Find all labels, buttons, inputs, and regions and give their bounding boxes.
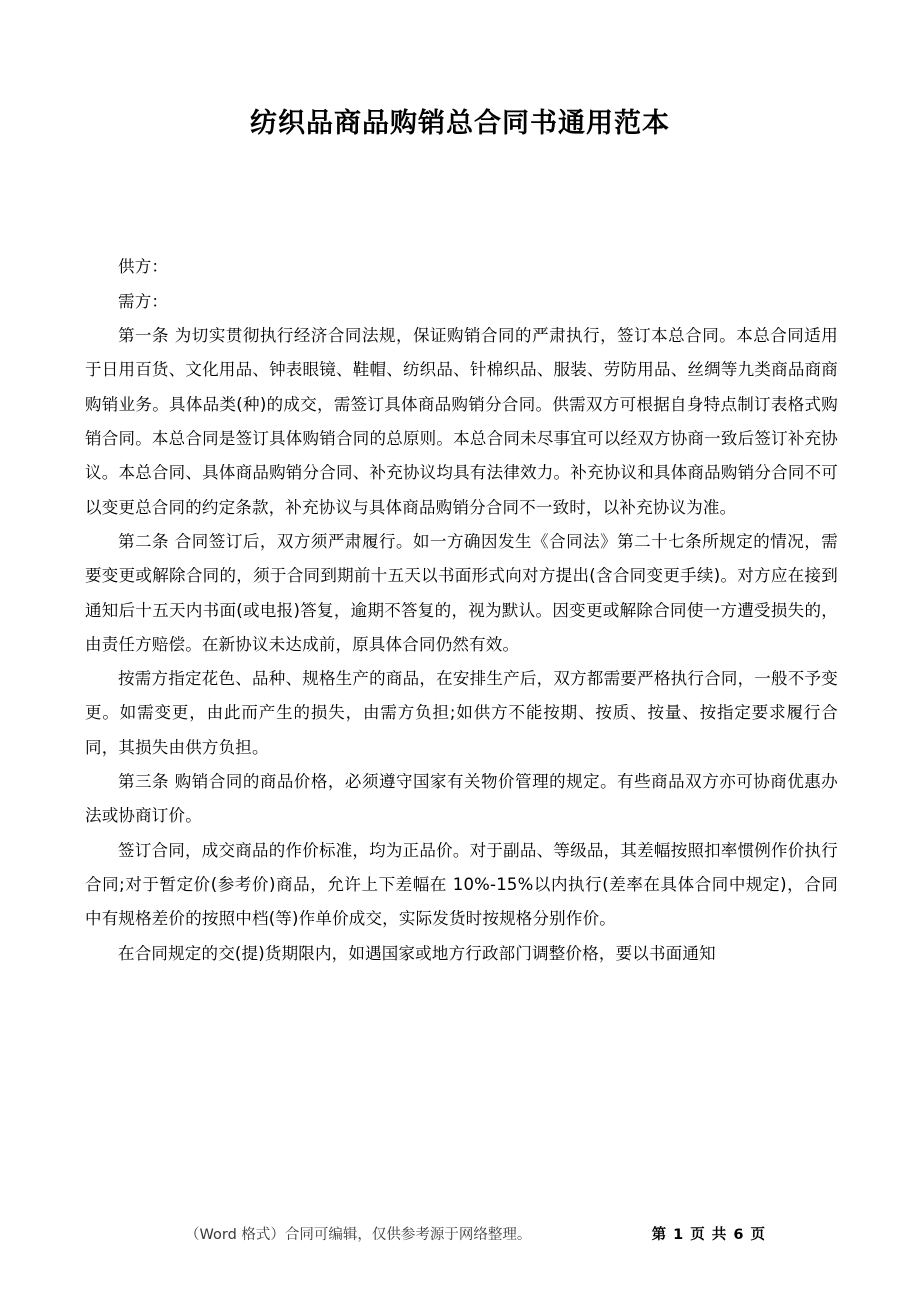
paragraph-article-3: 第三条 购销合同的商品价格，必须遵守国家有关物价管理的规定。有些商品双方亦可协商优惠办法或协商订价。 — [85, 772, 838, 826]
document-body — [0, 250, 920, 971]
paragraph-buyer: 需方： — [118, 291, 169, 311]
page-title: 纺织品商品购销总合同书通用范本 — [250, 108, 670, 139]
footer-page-number: 第 1 页 共 6 页 — [651, 1227, 766, 1243]
page-footer — [0, 1223, 920, 1244]
paragraph-article-2-continued: 按需方指定花色、品种、规格生产的商品，在安排生产后，双方都需要严格执行合同，一般不予变更。如需变更，由此而产生的损失，由需方负担;如供方不能按期、按质、按量、按指定要求履行合同，其损失由供方负担。 — [85, 669, 838, 757]
paragraph-article-1: 第一条 为切实贯彻执行经济合同法规，保证购销合同的严肃执行，签订本总合同。本总合同适用于日用百货、文化用品、钟表眼镜、鞋帽、纺织品、针棉织品、服装、劳防用品、丝绸等九类商品商商购销业务。具体品类(种)的成交，需签订具体商品购销分合同。供需双方可根据自身特点制订表格式购销合同。本总合同是签订具体购销合同的总原则。本总合同未尽事宜可以经双方协商一致后签订补充协议。本总合同、具体商品购销分合同、补充协议均具有法律效力。补充协议和具体商品购销分合同不可以变更总合同的约定条款，补充协议与具体商品购销分合同不一致时，以补充协议为准。 — [85, 326, 838, 517]
paragraph-pricing-standard: 签订合同，成交商品的作价标准，均为正品价。对于副品、等级品，其差幅按照扣率惯例作价执行合同;对于暂定价(参考价)商品，允许上下差幅在 10%-15%以内执行(差率在具体合同中规定)，合同中有规格差价的按照中档(等)作单价成交，实际发货时按规格分别作价。 — [85, 840, 838, 929]
paragraph-article-2: 第二条 合同签订后，双方须严肃履行。如一方确因发生《合同法》第二十七条所规定的情况，需要变更或解除合同的，须于合同到期前十五天以书面形式向对方提出(含合同变更手续)。对方应在接到通知后十五天内书面(或电报)答复，逾期不答复的，视为默认。因变更或解除合同使一方遭受损失的，由责任方赔偿。在新协议未达成前，原具体合同仍然有效。 — [85, 531, 838, 654]
footer-note: （Word 格式）合同可编辑，仅供参考源于网络整理。 — [185, 1227, 532, 1243]
paragraph-supplier: 供方： — [118, 257, 169, 277]
paragraph-delivery-period: 在合同规定的交(提)货期限内，如遇国家或地方行政部门调整价格，要以书面通知 — [118, 943, 716, 963]
